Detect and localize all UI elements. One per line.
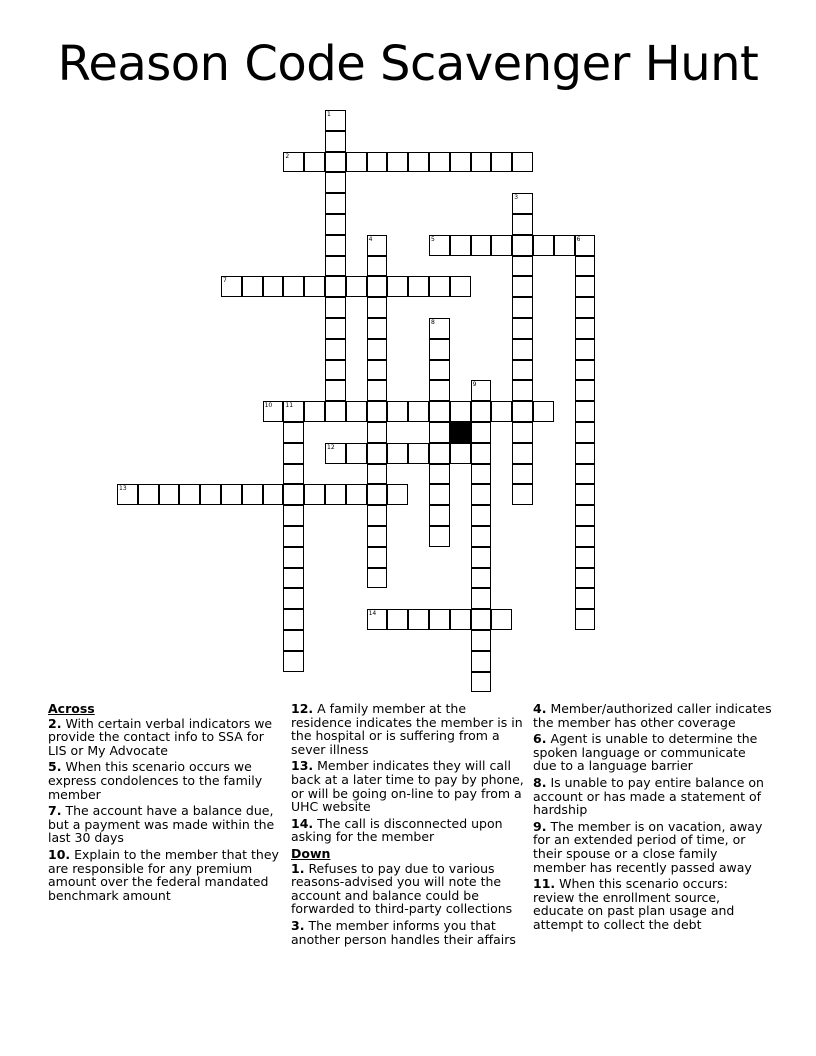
grid-cell[interactable]: [387, 484, 408, 505]
grid-cell[interactable]: [367, 297, 388, 318]
clue-across-5: [48, 760, 284, 801]
across-heading: Across: [48, 701, 95, 716]
grid-cell[interactable]: [283, 152, 304, 173]
grid-cell[interactable]: [408, 276, 429, 297]
grid-cell[interactable]: [471, 152, 492, 173]
grid-cell[interactable]: [471, 630, 492, 651]
grid-cell-number: 10: [264, 402, 273, 410]
grid-cell[interactable]: [367, 547, 388, 568]
grid-cell-number: 5: [431, 235, 435, 243]
grid-cell[interactable]: [429, 318, 450, 339]
grid-cell[interactable]: [263, 484, 284, 505]
grid-cell[interactable]: [283, 547, 304, 568]
down-heading: Down: [291, 845, 331, 861]
grid-cell[interactable]: [387, 276, 408, 297]
grid-cell[interactable]: [408, 609, 429, 630]
grid-cell[interactable]: [471, 380, 492, 401]
grid-cell[interactable]: [325, 193, 346, 214]
grid-block-cell: [450, 422, 471, 443]
grid-cell[interactable]: [471, 609, 492, 630]
clue-text: With certain verbal indicators we provide the contact info to SSA for LIS or My Advocate: [48, 715, 273, 758]
grid-cell[interactable]: [575, 360, 596, 381]
grid-cell[interactable]: [450, 443, 471, 464]
grid-cell[interactable]: [575, 339, 596, 360]
clue-text: Member/authorized caller indicates the member has other coverage: [533, 701, 772, 730]
clue-number: 4.: [533, 701, 547, 716]
grid-cell[interactable]: [575, 609, 596, 630]
grid-cell[interactable]: [283, 422, 304, 443]
grid-cell-number: 9: [472, 381, 477, 389]
grid-cell[interactable]: [512, 339, 533, 360]
clue-text: The account have a balance due, but a payment was made within the last 30 days: [48, 803, 275, 846]
grid-cell[interactable]: [367, 235, 388, 256]
clue-number: 9.: [533, 818, 547, 834]
grid-cell[interactable]: [575, 464, 596, 485]
clue-number: 6.: [533, 731, 547, 747]
grid-cell[interactable]: [491, 152, 512, 173]
clue-across-14: [291, 817, 527, 844]
grid-cell[interactable]: [367, 526, 388, 547]
clue-text: Member indicates they will call back at a later time to pay by phone, or will be going on-line to pay from a UHC website: [291, 758, 524, 815]
grid-cell[interactable]: [575, 318, 596, 339]
grid-cell[interactable]: [533, 401, 554, 422]
grid-cell[interactable]: [283, 276, 304, 297]
grid-cell[interactable]: [325, 276, 346, 297]
grid-cell[interactable]: [512, 256, 533, 277]
clue-text: When this scenario occurs: review the enrollment source, educate on past plan usage and attempt to collect the debt: [533, 876, 735, 932]
grid-cell[interactable]: [117, 484, 138, 505]
grid-cell[interactable]: [429, 422, 450, 443]
clue-number: 11.: [533, 876, 556, 892]
grid-cell[interactable]: [491, 401, 512, 422]
grid-cell[interactable]: [367, 464, 388, 485]
grid-cell[interactable]: [471, 443, 492, 464]
grid-cell[interactable]: [346, 401, 367, 422]
grid-cell[interactable]: [429, 401, 450, 422]
grid-cell[interactable]: [575, 568, 596, 589]
grid-cell[interactable]: [429, 339, 450, 360]
grid-cell[interactable]: [512, 193, 533, 214]
grid-cell-number: 4: [368, 235, 373, 243]
clue-down-9: [533, 820, 773, 874]
clue-number: 13.: [291, 758, 314, 774]
grid-cell-number: 7: [223, 277, 227, 285]
grid-cell-number: 6: [576, 235, 581, 243]
clue-across-2: [48, 717, 284, 758]
grid-cell[interactable]: [367, 256, 388, 277]
clues-column-1: [48, 702, 284, 905]
grid-cell[interactable]: [512, 297, 533, 318]
grid-cell-number: 1: [327, 111, 331, 118]
grid-cell[interactable]: [283, 443, 304, 464]
grid-cell[interactable]: [429, 484, 450, 505]
grid-cell-number: 3: [514, 194, 519, 202]
grid-cell[interactable]: [512, 360, 533, 381]
grid-cell[interactable]: [325, 443, 346, 464]
grid-cell[interactable]: [450, 609, 471, 630]
grid-cell[interactable]: [491, 609, 512, 630]
grid-cell[interactable]: [159, 484, 180, 505]
grid-cell[interactable]: [138, 484, 159, 505]
clue-down-4: [533, 702, 773, 729]
clue-down-6: [533, 732, 773, 773]
grid-cell-number: 14: [368, 610, 377, 618]
grid-cell[interactable]: [325, 152, 346, 173]
grid-cell[interactable]: [325, 110, 346, 131]
clue-text: Agent is unable to determine the spoken language or communicate due to a language barrier: [533, 731, 758, 774]
grid-cell[interactable]: [263, 276, 284, 297]
grid-cell[interactable]: [575, 505, 596, 526]
grid-cell[interactable]: [491, 235, 512, 256]
grid-cell[interactable]: [575, 256, 596, 277]
grid-cell[interactable]: [429, 464, 450, 485]
clue-number: 5.: [48, 759, 62, 775]
grid-cell[interactable]: [471, 526, 492, 547]
grid-cell[interactable]: [512, 152, 533, 173]
grid-cell[interactable]: [429, 235, 450, 256]
grid-cell[interactable]: [325, 172, 346, 193]
grid-cell[interactable]: [304, 401, 325, 422]
grid-cell[interactable]: [512, 380, 533, 401]
grid-cell[interactable]: [512, 276, 533, 297]
grid-cell[interactable]: [471, 235, 492, 256]
grid-cell[interactable]: [283, 401, 304, 422]
clue-down-11: [533, 877, 773, 931]
clue-text: When this scenario occurs we express condolences to the family member: [48, 759, 263, 802]
grid-cell[interactable]: [325, 318, 346, 339]
grid-cell[interactable]: [575, 547, 596, 568]
grid-cell[interactable]: [408, 401, 429, 422]
grid-cell[interactable]: [179, 484, 200, 505]
grid-cell[interactable]: [512, 484, 533, 505]
clue-across-12: [291, 702, 527, 756]
grid-cell[interactable]: [283, 505, 304, 526]
grid-cell[interactable]: [429, 152, 450, 173]
grid-cell[interactable]: [367, 401, 388, 422]
grid-cell[interactable]: [367, 443, 388, 464]
grid-cell[interactable]: [367, 276, 388, 297]
grid-cell[interactable]: [471, 464, 492, 485]
grid-cell[interactable]: [450, 276, 471, 297]
grid-cell[interactable]: [325, 297, 346, 318]
clue-across-7: [48, 804, 284, 845]
grid-cell[interactable]: [367, 360, 388, 381]
grid-cell[interactable]: [512, 401, 533, 422]
grid-cell[interactable]: [471, 547, 492, 568]
grid-cell[interactable]: [471, 651, 492, 672]
grid-cell[interactable]: [304, 152, 325, 173]
grid-cell[interactable]: [471, 505, 492, 526]
grid-cell[interactable]: [200, 484, 221, 505]
grid-cell[interactable]: [367, 609, 388, 630]
grid-cell[interactable]: [367, 318, 388, 339]
clue-across-10: [48, 848, 284, 902]
grid-cell[interactable]: [304, 276, 325, 297]
grid-cell[interactable]: [429, 380, 450, 401]
grid-cell[interactable]: [346, 152, 367, 173]
grid-cell[interactable]: [283, 464, 304, 485]
grid-cell-number: 2: [285, 152, 290, 160]
grid-cell[interactable]: [325, 339, 346, 360]
clue-across-13: [291, 759, 527, 813]
grid-cell[interactable]: [471, 568, 492, 589]
grid-cell[interactable]: [429, 505, 450, 526]
grid-cell[interactable]: [512, 422, 533, 443]
grid-cell[interactable]: [304, 484, 325, 505]
grid-cell[interactable]: [346, 276, 367, 297]
grid-cell[interactable]: [325, 484, 346, 505]
clue-down-3: [291, 919, 527, 946]
grid-cell[interactable]: [325, 401, 346, 422]
grid-cell[interactable]: [221, 484, 242, 505]
grid-cell[interactable]: [325, 380, 346, 401]
clue-down-1: [291, 862, 527, 916]
grid-cell[interactable]: [471, 588, 492, 609]
grid-cell[interactable]: [367, 339, 388, 360]
grid-cell[interactable]: [533, 235, 554, 256]
clue-number: 1.: [291, 860, 305, 876]
grid-cell[interactable]: [575, 443, 596, 464]
grid-cell[interactable]: [325, 235, 346, 256]
grid-cell[interactable]: [283, 630, 304, 651]
page-title: Reason Code Scavenger Hunt: [57, 36, 759, 92]
grid-cell[interactable]: [429, 526, 450, 547]
grid-cell[interactable]: [429, 443, 450, 464]
grid-cell[interactable]: [283, 588, 304, 609]
grid-cell[interactable]: [367, 380, 388, 401]
grid-cell[interactable]: [242, 276, 263, 297]
clue-number: 3.: [291, 917, 305, 933]
grid-cell[interactable]: [429, 276, 450, 297]
grid-cell-number: 11: [285, 402, 294, 410]
grid-cell[interactable]: [387, 152, 408, 173]
grid-cell[interactable]: [512, 443, 533, 464]
grid-cell[interactable]: [367, 568, 388, 589]
grid-cell[interactable]: [283, 526, 304, 547]
grid-cell[interactable]: [283, 568, 304, 589]
grid-cell[interactable]: [367, 152, 388, 173]
grid-cell[interactable]: [575, 380, 596, 401]
grid-cell[interactable]: [512, 464, 533, 485]
grid-cell[interactable]: [325, 214, 346, 235]
grid-cell-number: 13: [119, 485, 127, 493]
grid-cell[interactable]: [221, 276, 242, 297]
clue-text: A family member at the residence indicates the member is in the hospital or is suffering from a sever illness: [291, 701, 523, 757]
grid-cell[interactable]: [387, 443, 408, 464]
clues-column-3: [533, 702, 773, 935]
grid-cell[interactable]: [575, 276, 596, 297]
grid-cell[interactable]: [575, 235, 596, 256]
clue-text: The member is on vacation, away for an extended period of time, or their spouse or a close family member has recently passed away: [533, 818, 763, 875]
clue-number: 14.: [291, 815, 314, 831]
grid-cell[interactable]: [575, 588, 596, 609]
grid-cell[interactable]: [242, 484, 263, 505]
grid-cell[interactable]: [450, 401, 471, 422]
grid-cell[interactable]: [471, 422, 492, 443]
clues-column-2: [291, 702, 527, 949]
grid-cell[interactable]: [471, 672, 492, 693]
clue-number: 2.: [48, 715, 62, 731]
grid-cell[interactable]: [554, 235, 575, 256]
grid-cell[interactable]: [346, 443, 367, 464]
grid-cell[interactable]: [325, 131, 346, 152]
clue-number: 7.: [48, 803, 62, 819]
clue-text: Explain to the member that they are responsible for any premium amount over the federal mandated benchmark amount: [48, 846, 279, 903]
grid-cell[interactable]: [367, 422, 388, 443]
clue-text: Is unable to pay entire balance on account or has made a statement of hardship: [533, 774, 764, 818]
grid-cell[interactable]: [325, 256, 346, 277]
grid-cell[interactable]: [471, 484, 492, 505]
grid-cell[interactable]: [512, 318, 533, 339]
grid-cell[interactable]: [408, 152, 429, 173]
clue-down-8: [533, 776, 773, 817]
clue-text: Refuses to pay due to various reasons-advised you will note the account and balance could be forwarded to third-party collections: [291, 860, 513, 917]
grid-cell[interactable]: [429, 360, 450, 381]
clue-number: 10.: [48, 846, 71, 862]
grid-cell[interactable]: [387, 609, 408, 630]
grid-cell[interactable]: [575, 297, 596, 318]
grid-cell[interactable]: [512, 235, 533, 256]
grid-cell[interactable]: [408, 443, 429, 464]
grid-cell[interactable]: [575, 526, 596, 547]
grid-cell[interactable]: [263, 401, 284, 422]
grid-cell[interactable]: [283, 484, 304, 505]
grid-cell[interactable]: [346, 484, 367, 505]
grid-cell-number: 8: [431, 319, 435, 326]
grid-cell[interactable]: [450, 235, 471, 256]
grid-cell[interactable]: [325, 360, 346, 381]
grid-cell[interactable]: [367, 484, 388, 505]
grid-cell[interactable]: [450, 152, 471, 173]
grid-cell[interactable]: [283, 651, 304, 672]
grid-cell[interactable]: [387, 401, 408, 422]
grid-cell[interactable]: [471, 401, 492, 422]
grid-cell[interactable]: [575, 484, 596, 505]
grid-cell[interactable]: [512, 214, 533, 235]
clue-text: The call is disconnected upon asking for the member: [291, 815, 503, 845]
grid-cell[interactable]: [283, 609, 304, 630]
grid-cell[interactable]: [367, 505, 388, 526]
clue-number: 12.: [291, 701, 314, 716]
grid-cell[interactable]: [575, 401, 596, 422]
clue-text: The member informs you that another person handles their affairs: [291, 917, 516, 947]
grid-cell-number: 12: [327, 443, 335, 451]
clue-number: 8.: [533, 774, 547, 790]
grid-cell[interactable]: [429, 609, 450, 630]
grid-cell[interactable]: [575, 422, 596, 443]
